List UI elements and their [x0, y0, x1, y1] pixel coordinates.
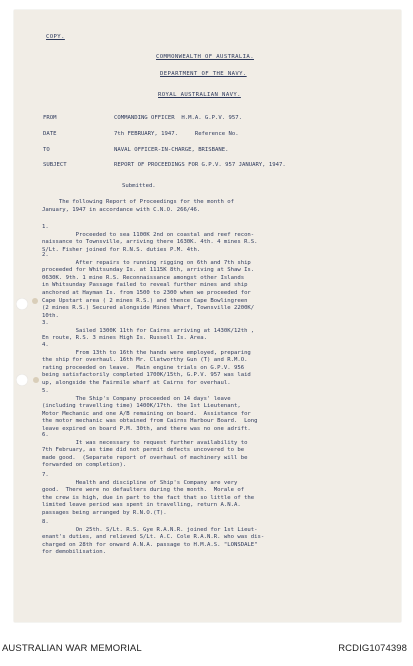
to-value: NAVAL OFFICER-IN-CHARGE, BRISBANE.	[114, 147, 229, 153]
text-line: From 13th to 16th the hands were employed, preparing	[42, 349, 251, 356]
text-line: Health and discipline of Ship's Company are very	[42, 479, 238, 486]
paper-stain	[32, 298, 38, 304]
header-line-1: COMMONWEALTH OF AUSTRALIA.	[156, 54, 254, 60]
paragraph-number: 6.	[42, 432, 49, 438]
footer-source: AUSTRALIAN WAR MEMORIAL	[2, 643, 142, 654]
punch-hole	[16, 374, 28, 386]
to-label: TO	[43, 147, 50, 153]
text-line: limited leave period was spent in travelling, return A.N.A.	[42, 502, 241, 509]
text-line: the ship for overhaul. 16th Mr. Clatworthy Gun (T) and R.M.O.	[42, 357, 248, 364]
text-line: En route, R.S. 3 mines High Is. Russell Is. Area.	[42, 335, 208, 342]
text-line: (2 mines R.S.) Secured alongside Mines Wharf, Townsville 2200K/	[42, 305, 255, 312]
text-line: After repairs to running rigging on 6th and 7th ship	[42, 259, 251, 266]
copy-label: COPY.	[46, 34, 65, 40]
text-line: forwarded on completion).	[42, 462, 127, 469]
text-line: charged on 28th for onward A.N.A. passage to H.M.A.S. "LONSDALE"	[42, 541, 258, 548]
text-line: Cape Upstart area ( 2 mines R.S.) and thence Cape Bowlingreen	[42, 297, 248, 304]
paragraph-number: 4.	[42, 342, 49, 348]
paragraph-number: 8.	[42, 519, 49, 525]
text-line: the crew is high, due in part to the fact that so little of the	[42, 494, 255, 501]
paper-stain	[33, 377, 39, 383]
text-line: (including travelling time) 1400K/17th. the 1st Lieutenant,	[42, 403, 241, 410]
text-line: good. There were no defaulters during the month. Morale of	[42, 487, 245, 494]
text-line: The Ship's Company proceeded on 14 days' leave	[42, 395, 231, 402]
text-line: January, 1947 in accordance with C.N.O. 266/46.	[42, 206, 201, 213]
text-line: S/Lt. Fisher joined for R.N.S. duties P.M. 4th.	[42, 246, 201, 253]
header-line-3: ROYAL AUSTRALIAN NAVY.	[158, 92, 241, 98]
text-line: leave expired on board P.M. 30th, and there was no one adrift.	[42, 425, 251, 432]
date-label: DATE	[43, 131, 57, 137]
text-line: passages being arranged by R.N.O.(T).	[42, 509, 167, 516]
text-line: proceeded for Whitsunday Is. at 1115K 8th, arriving at Shaw Is.	[42, 267, 255, 274]
subject-label: SUBJECT	[43, 162, 67, 168]
paragraph-8	[42, 519, 264, 557]
text-line: Motor Mechanic and one A/B remaining on board. Assistance for	[42, 410, 251, 417]
text-line: the motor mechanic was obtained from Cairns Harbour Board. Long	[42, 418, 258, 425]
text-line: The following Report of Proceedings for the month of	[42, 199, 234, 205]
paragraph-6	[42, 432, 247, 470]
text-line: in Whitsunday Passage failed to reveal further mines and ship	[42, 282, 248, 289]
text-line: 7th February, as time did not permit defects uncovered to be	[42, 447, 245, 454]
paragraph-1	[42, 224, 258, 254]
text-line: naissance to Townsville, arriving there 1630K. 4th. 4 mines R.S.	[42, 239, 258, 246]
text-line: On 25th. S/Lt. R.S. Gye R.A.N.R. joined for 1st Lieut-	[42, 526, 258, 533]
text-line: rating proceeded on leave. Main engine trials on G.P.V. 956	[42, 364, 245, 371]
paragraph-number: 3.	[42, 320, 49, 326]
paragraph-2	[42, 252, 254, 320]
paragraph-number: 7.	[42, 472, 49, 478]
footer-record-id: RCDIG1074398	[338, 643, 407, 654]
text-line: Sailed 1300K 11th for Cairns arriving at 1430K/12th ,	[42, 327, 255, 334]
text-line: enant's duties, and relieved S/Lt. A.C. Cole R.A.N.R. who was dis-	[42, 534, 265, 541]
paragraph-4	[42, 342, 251, 388]
subject-value: REPORT OF PROCEEDINGS FOR G.P.V. 957 JANUARY, 1947.	[114, 162, 286, 168]
text-line: for demobilisation.	[42, 549, 106, 556]
paragraph-number: 2.	[42, 252, 49, 258]
paragraph-5	[42, 388, 258, 434]
text-line: 0630K. 9th. 1 mine R.S. Reconnaissance amongst other Islands	[42, 274, 245, 281]
text-line: It was necessary to request further availability to	[42, 439, 248, 446]
paragraph-7	[42, 472, 254, 518]
submitted-text: Submitted.	[122, 183, 156, 189]
text-line: being satisfactorily completed 1700K/15th, G.P.V. 957 was laid	[42, 372, 251, 379]
text-line: up, alongside the Fairmile wharf at Cairns for overhaul.	[42, 379, 231, 386]
date-value: 7th FEBRUARY, 1947. Reference No.	[114, 131, 239, 137]
intro-paragraph	[42, 199, 234, 214]
paragraph-number: 1.	[42, 224, 49, 230]
paragraph-3	[42, 320, 254, 343]
text-line: Proceeded to sea 1100K 2nd on coastal and reef recon-	[42, 231, 255, 238]
from-value: COMMANDING OFFICER H.M.A. G.P.V. 957.	[114, 115, 242, 121]
text-line: anchored at Hayman Is. from 1500 to 2300 when we proceeded for	[42, 289, 251, 296]
punch-hole	[16, 298, 28, 310]
text-line: 10th.	[42, 312, 59, 319]
from-label: FROM	[43, 115, 57, 121]
paragraph-number: 5.	[42, 388, 49, 394]
header-line-2: DEPARTMENT OF THE NAVY.	[160, 71, 247, 77]
text-line: made good. (Separate report of overhaul of machinery will be	[42, 454, 248, 461]
